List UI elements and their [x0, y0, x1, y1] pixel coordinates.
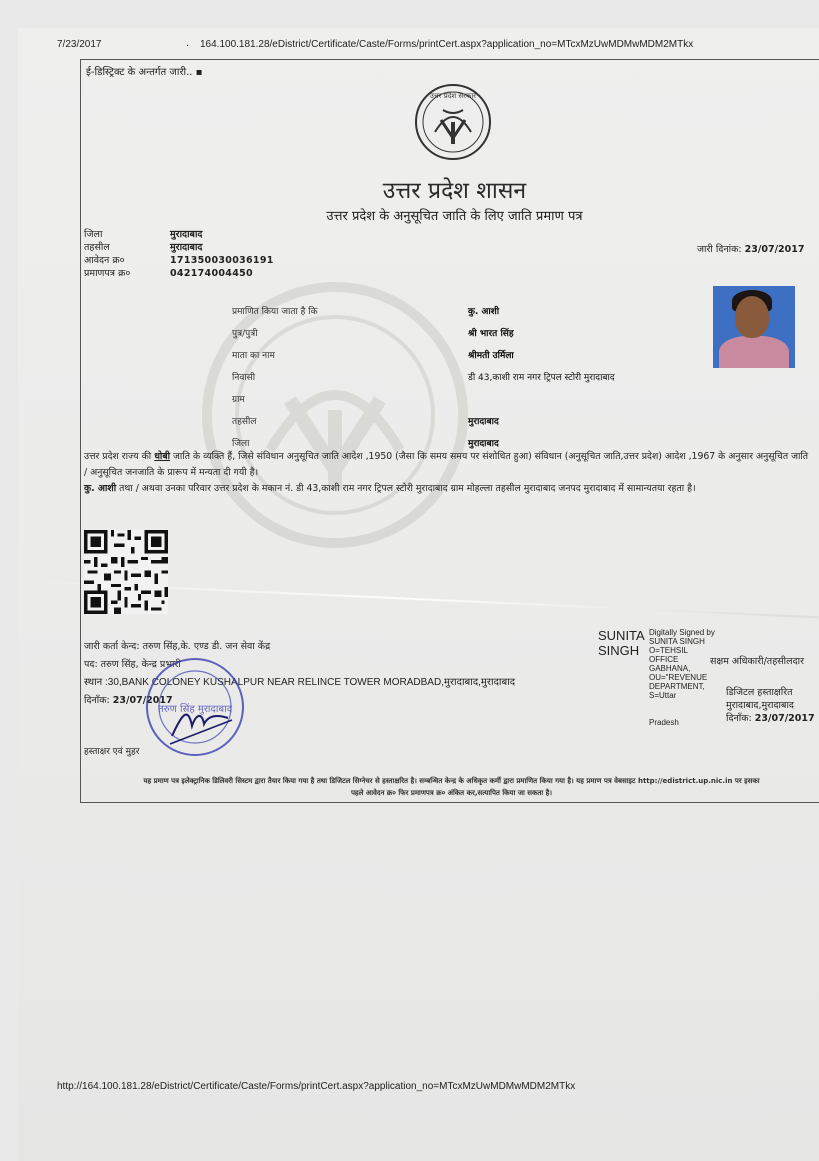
seal-stamp-icon [142, 654, 248, 760]
meta-application-no: आवेदन क्र० 171350030036191 [84, 255, 274, 266]
authority-place: मुरादाबाद,मुरादाबाद [726, 700, 794, 711]
print-url: 164.100.181.28/eDistrict/Certificate/Caste/Forms/printCert.aspx?application_no=MTcxMzUwMDMwMDM2MTkx [200, 39, 694, 50]
sign-seal-label: हस्ताक्षर एवं मुहर [84, 747, 140, 757]
meta-certificate-no: प्रमाणपत्र क्र० 042174004450 [84, 268, 253, 279]
caste-paragraph: उत्तर प्रदेश राज्य की धोबी जाति के व्यक्ति हैं, जिसे संविधान अनुसूचित जाति आदेश ,1950 (जैसा कि समय समय पर संशोधित हुआ) संविधान (अनुसूचित जाति,उत्तर प्रदेश) आदेश ,1967 के अनुसार अनुसूचित जाति / अनुसूचित जनजाति के प्रारूप में मन्यता दी गयी है। [84, 451, 809, 478]
issuer-designation: पद: तरुण सिंह, केन्द्र प्रभारी [84, 659, 181, 670]
residence-paragraph: कु. आशी तथा / अथवा उनका परिवार उत्तर प्रदेश के मकान नं. डी 43,काशी राम नगर ट्रिपल स्टोरी मुरादाबाद ग्राम मोहल्ला तहसील मुरादाबाद जनपद मुरादाबाद में सामान्यतया रहता है। [84, 483, 696, 494]
issuer-date: दिनाँक: 23/07/2017 [84, 695, 173, 706]
page-subtitle: उत्तर प्रदेश के अनुसूचित जाति के लिए जाति प्रमाण पत्र [326, 209, 583, 224]
qr-code [83, 530, 169, 614]
footer-url: http://164.100.181.28/eDistrict/Certificate/Caste/Forms/printCert.aspx?application_no=MTcxMzUwMDMwMDM2MTkx [57, 1081, 576, 1092]
footer-note-line1: यह प्रमाण पत्र इलेक्ट्रानिक डिलिवरी सिस्टम द्वारा तैयार किया गया है तथा डिजिटल सिग्नेचर से हस्ताक्षरित है। सम्बन्धित केन्द्र के अधिकृत कर्मी द्वारा प्रमाणित किया गया है। यह प्रमाण पत्र वेबसाइट http://edistrict.up.nic.in पर इसका [143, 777, 760, 785]
up-emblem-icon [413, 82, 493, 162]
print-date: 7/23/2017 [57, 39, 102, 50]
footer-note-line2: पहले आवेदन क्र० फिर प्रमाणपत्र क्र० अंकित कर,सत्यापित किया जा सकता है। [350, 789, 553, 797]
authority-block [726, 686, 815, 725]
page-title: उत्तर प्रदेश शासन [382, 178, 527, 204]
issuer-place: स्थान :30,BANK COLONEY KUSHALPUR NEAR RELINCE TOWER MORADBAD,मुरादाबाद,मुरादाबाद [84, 677, 516, 688]
issuer-center: जारी कर्ता केन्द: तरुण सिंह,के. एण्ड डी. जन सेवा केंद्र [84, 641, 271, 652]
meta-district: जिला मुरादाबाद [84, 229, 203, 240]
authority-date: दिनाँक: 23/07/2017 [726, 713, 815, 724]
digital-sign-label: डिजिटल हस्ताक्षरित [726, 687, 793, 698]
competent-authority: सक्षम अधिकारी/तहसीलदार [710, 656, 804, 667]
signature-details: Digitally Signed by SUNITA SINGH O=TEHSIL OFFICE GABHANA, OU="REVENUE DEPARTMENT, S=Uttar [649, 628, 715, 700]
issue-date: जारी दिनांक: 23/07/2017 [697, 244, 805, 255]
issued-under: ई-डिस्ट्रिक्ट के अन्तर्गत जारी.. ▪ [86, 67, 203, 78]
emblem-text: उत्तर प्रदेश सरकार [429, 92, 477, 100]
signer-name: SUNITA SINGH [598, 628, 645, 658]
certificate-body [84, 449, 814, 497]
footer-note [84, 775, 819, 799]
header-dot: . [186, 38, 190, 49]
meta-tehsil: तहसील मुरादाबाद [84, 242, 203, 253]
signature-pradesh: Pradesh [649, 718, 679, 727]
stamp-text: तरुण सिंह मुरादाबाद [157, 704, 233, 715]
meta-block [84, 228, 274, 280]
